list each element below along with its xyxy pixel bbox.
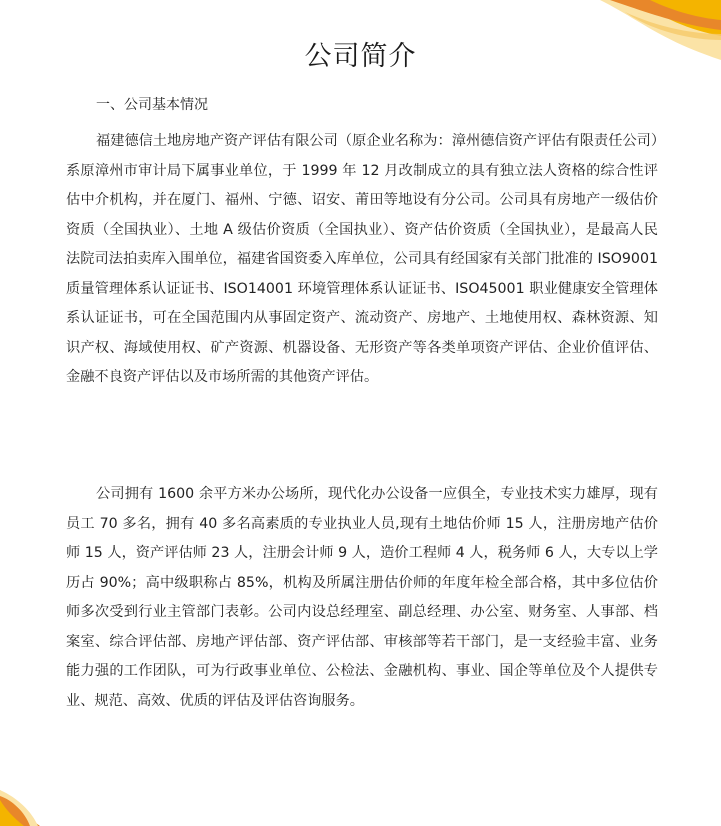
section-heading: 一、公司基本情况 xyxy=(96,97,208,113)
paragraph-company-overview: 福建德信土地房地产资产评估有限公司（原企业名称为：漳州德信资产评估有限责任公司）系原漳州市审计局下属事业单位，于 1999 年 12 月改制成立的具有独立法人资格的综合性评估中介机构，并在厦门、福州、宁德、诏安、莆田等地设有分公司。公司具有房地产一级估价资质（全国执业）、土地 A 级估价资质（全国执业）、资产估价资质（全国执业），是最高人民法院司法拍卖库入围单位，福建省国资委入库单位，公司具有经国家有关部门批准的 ISO9001 质量管理体系认证证书、ISO14001 环境管理体系认证证书、ISO45001 职业健康安全管理体系认证证书，可在全国范围内从事固定资产、流动资产、房地产、土地使用权、森林资源、知识产权、海域使用权、矿产资源、机器设备、无形资产等各类单项资产评估、企业价值评估、金融不良资产评估以及市场所需的其他资产评估。 xyxy=(66,133,658,385)
paragraph-company-resources: 公司拥有 1600 余平方米办公场所，现代化办公设备一应俱全，专业技术实力雄厚，现有员工 70 多名，拥有 40 多名高素质的专业执业人员,现有土地估价师 15 人，注册房地产估价师 15 人，资产评估师 23 人，注册会计师 9 人，造价工程师 4 人，税务师 6 人，大专以上学历占 90%；高中级职称占 85%，机构及所属注册估价师的年度年检全部合格，其中多位估价师多次受到行业主管部门表彰。公司内设总经理室、副总经理、办公室、财务室、人事部、档案室、综合评估部、房地产评估部、资产评估部、审核部等若干部门，是一支经验丰富、业务能力强的工作团队，可为行政事业单位、公检法、金融机构、事业、国企等单位及个人提供专业、规范、高效、优质的评估及评估咨询服务。 xyxy=(66,486,658,709)
bottom-left-swoosh xyxy=(0,790,40,826)
page-title: 公司简介 xyxy=(304,41,417,72)
